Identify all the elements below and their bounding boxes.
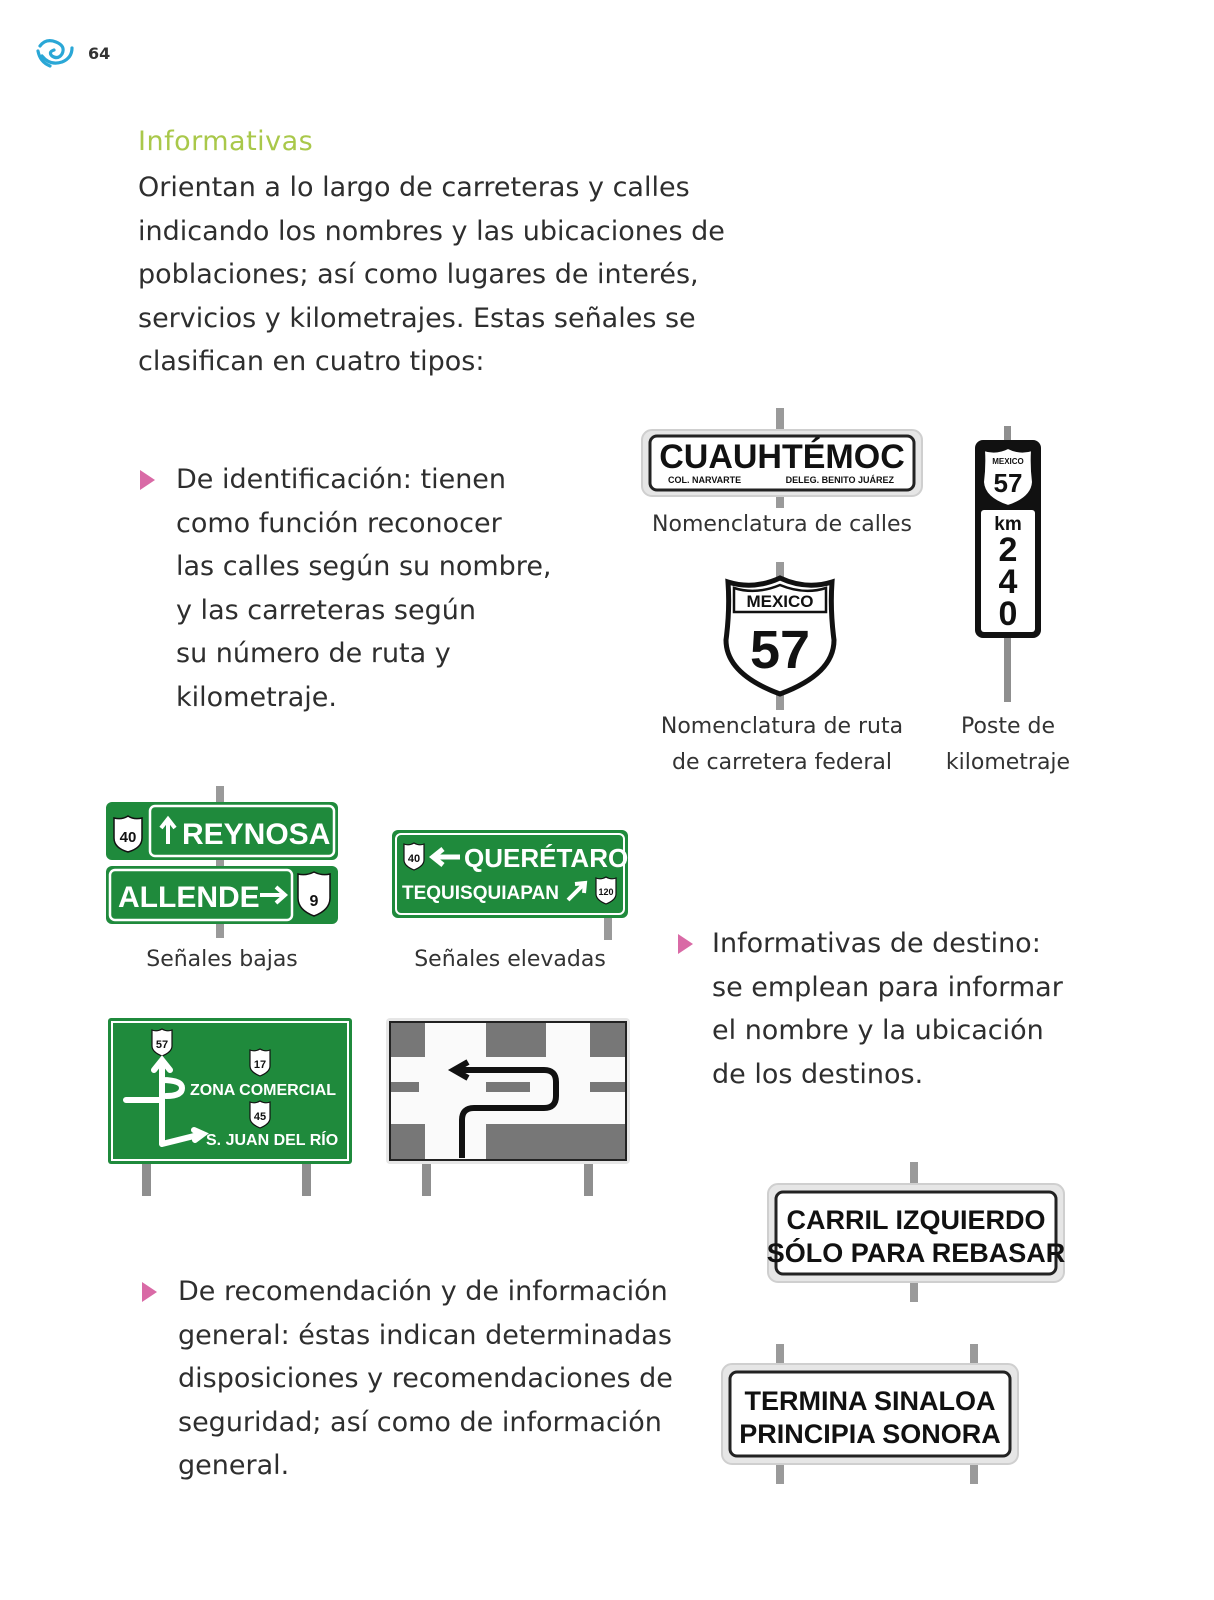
bullet-line: general: éstas indican determinadas: [178, 1319, 672, 1351]
bullet-destino: [712, 922, 1112, 1096]
bullet-arrow-icon: [140, 470, 155, 490]
intro-line: clasifican en cuatro tipos:: [138, 346, 485, 377]
bullet-identificacion: [176, 458, 616, 719]
caption-ruta: [640, 709, 924, 781]
elevated-bottom-route: 120: [598, 887, 614, 897]
diagram-route-c: 45: [253, 1111, 267, 1123]
lane-diagram-sign: [384, 1016, 632, 1202]
caption-line: de carretera federal: [672, 750, 892, 775]
diagram-label-b: ZONA COMERCIAL: [190, 1082, 337, 1099]
route-shield-sign: [718, 562, 842, 714]
km-post-digit: 0: [998, 595, 1018, 633]
intro-line: poblaciones; así como lugares de interés,: [138, 259, 699, 290]
low-bottom-route: 9: [309, 893, 319, 910]
bullet-arrow-icon: [142, 1282, 157, 1302]
km-post-sign: [972, 426, 1044, 706]
diagram-destination-sign: [106, 1016, 354, 1202]
km-post-digit: 4: [998, 563, 1018, 601]
bullet-line: kilometraje.: [176, 681, 337, 713]
street-name-sign: [640, 408, 924, 512]
low-signs: [104, 786, 340, 942]
carril-sign: [766, 1162, 1066, 1306]
caption-elevadas: Señales elevadas: [414, 947, 606, 972]
low-top-label: REYNOSA: [182, 818, 331, 851]
bullet-line: las calles según su nombre,: [176, 551, 552, 582]
bullet-line: disposiciones y recomendaciones de: [178, 1363, 673, 1394]
bullet-line: y las carreteras según: [176, 594, 476, 626]
caption-poste: [940, 709, 1076, 781]
caption-bajas: Señales bajas: [146, 947, 298, 972]
caption-calles: Nomenclatura de calles: [652, 512, 912, 537]
bullet-recomendacion: [178, 1270, 708, 1488]
km-post-route: 57: [993, 468, 1023, 498]
low-top-route: 40: [119, 829, 137, 846]
state-line: TERMINA SINALOA: [744, 1386, 996, 1416]
bullet-line: de los destinos.: [712, 1058, 924, 1090]
bullet-line: De recomendación y de información: [178, 1276, 668, 1307]
bullet-line: general.: [178, 1450, 290, 1481]
state-border-sign: [720, 1344, 1020, 1488]
bullet-line: como función reconocer: [176, 507, 502, 539]
bullet-line: su número de ruta y: [176, 638, 451, 669]
street-sign-right-sub: DELEG. BENITO JUÁREZ: [785, 475, 894, 485]
elevated-sign: [390, 828, 630, 944]
caption-line: Nomenclatura de ruta: [660, 714, 904, 739]
caption-line: Poste de: [960, 714, 1056, 739]
bullet-line: Informativas de destino:: [712, 928, 1041, 959]
bullet-line: el nombre y la ubicación: [712, 1015, 1044, 1046]
diagram-route-a: 57: [155, 1039, 169, 1051]
km-post-country: MEXICO: [992, 457, 1024, 466]
page-number: 64: [88, 44, 111, 63]
elevated-top-route: 40: [407, 853, 421, 865]
intro-paragraph: [138, 166, 748, 384]
elevated-top-label: QUERÉTARO: [464, 843, 629, 873]
diagram-label-c: S. JUAN DEL RÍO: [206, 1132, 339, 1149]
bullet-line: seguridad; así como de información: [178, 1406, 662, 1438]
caption-line: kilometraje: [945, 750, 1071, 775]
bullet-line: De identificación: tienen: [176, 464, 507, 495]
state-line: PRINCIPIA SONORA: [739, 1419, 1001, 1449]
carril-line: SÓLO PARA REBASAR: [766, 1238, 1066, 1268]
route-shield-number: 57: [749, 620, 811, 680]
intro-line: Orientan a lo largo de carreteras y calles: [138, 172, 690, 203]
km-post-digit: 2: [998, 531, 1018, 569]
low-bottom-label: ALLENDE: [118, 881, 260, 914]
bullet-arrow-icon: [678, 934, 693, 954]
diagram-route-b: 17: [253, 1059, 267, 1071]
intro-line: indicando los nombres y las ubicaciones de: [138, 215, 725, 247]
elevated-bottom-label: TEQUISQUIAPAN: [402, 883, 559, 904]
km-post-unit: km: [994, 514, 1022, 535]
section-title: Informativas: [138, 126, 314, 157]
carril-line: CARRIL IZQUIERDO: [786, 1205, 1046, 1235]
bullet-line: se emplean para informar: [712, 971, 1063, 1003]
route-shield-country: MEXICO: [746, 592, 814, 611]
street-sign-left-sub: COL. NARVARTE: [668, 475, 742, 485]
street-sign-name: CUAUHTÉMOC: [659, 438, 905, 476]
intro-line: servicios y kilometrajes. Estas señales se: [138, 302, 696, 334]
swirl-wave-icon: [36, 36, 76, 74]
